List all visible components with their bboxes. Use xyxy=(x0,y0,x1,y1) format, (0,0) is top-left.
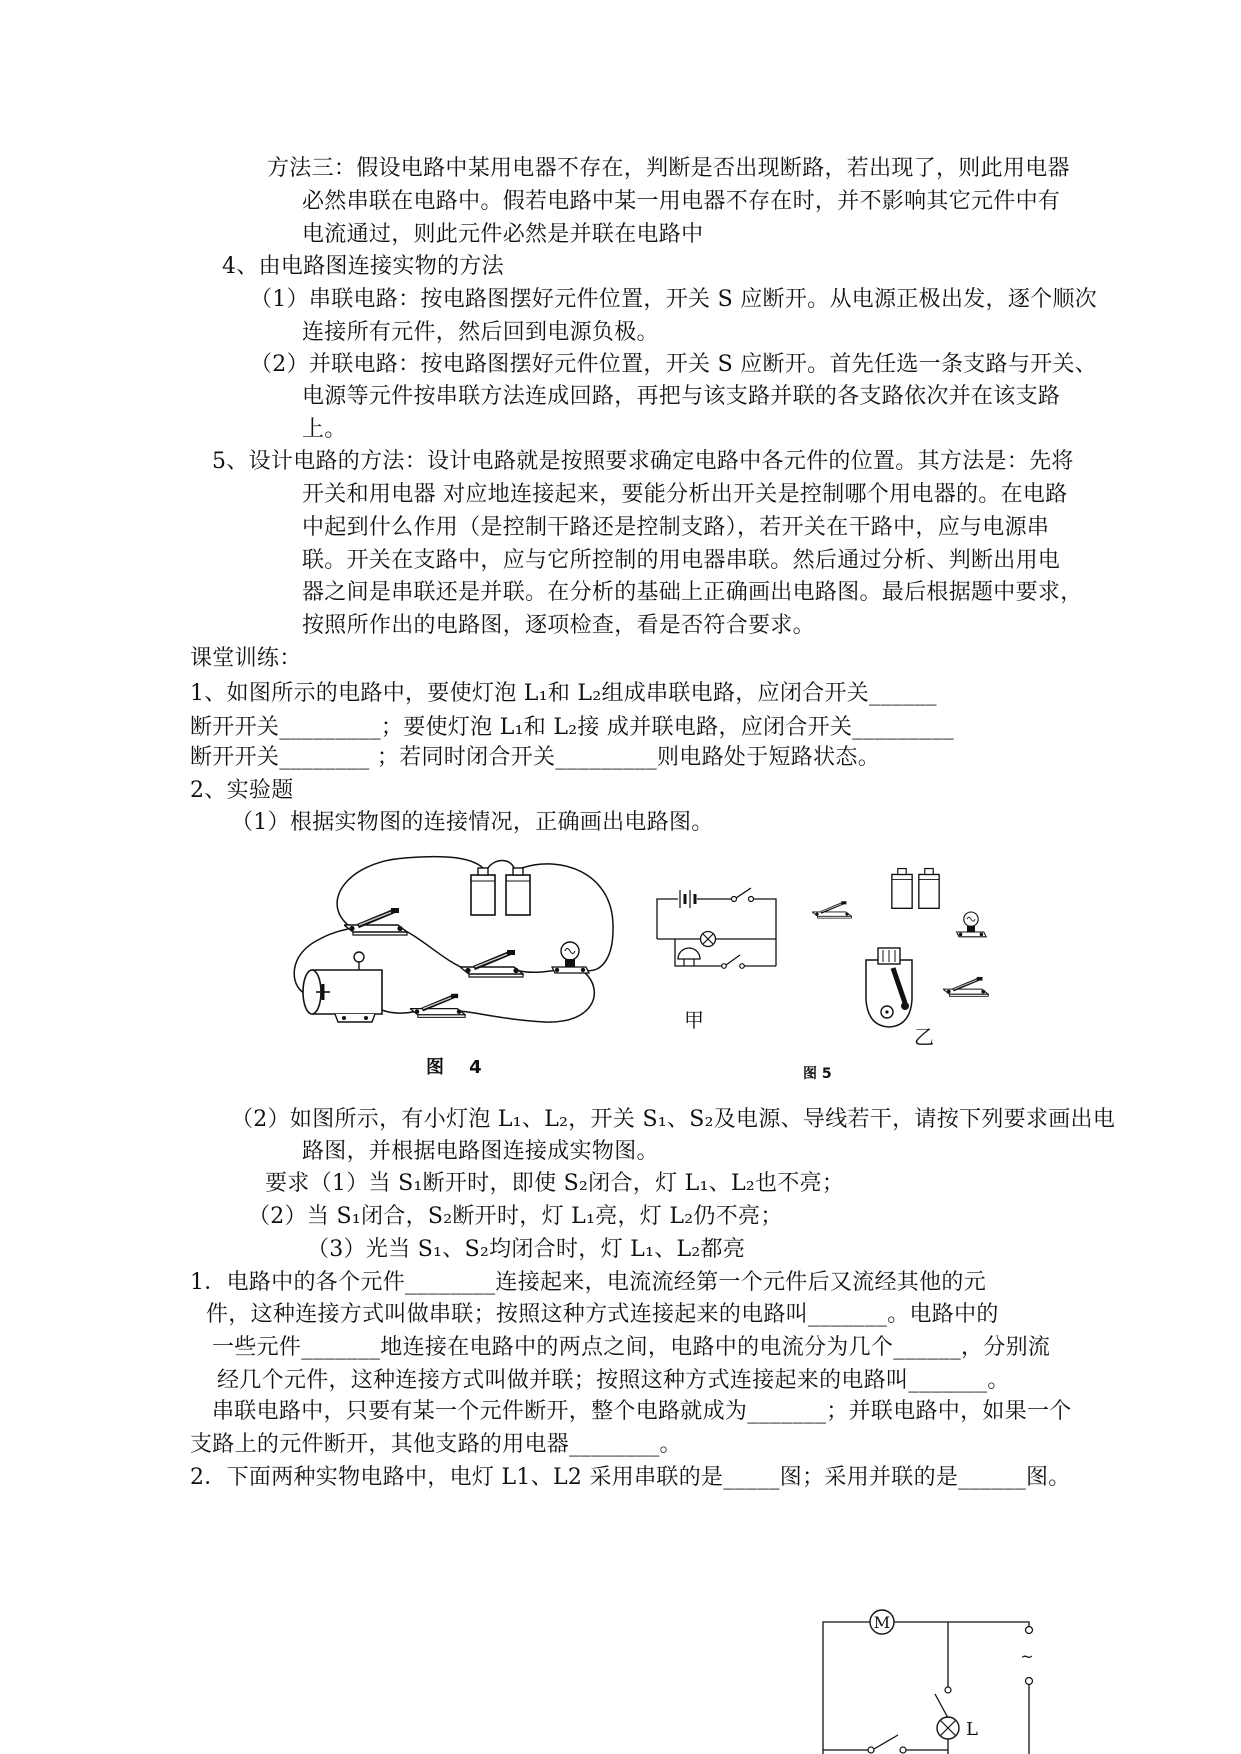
text-line-8: 电源等元件按串联方法连成回路，再把与该支路并联的各支路依次并在该支路 xyxy=(302,384,1061,409)
figure-4-physical-circuit xyxy=(280,845,630,1040)
switch-top-left xyxy=(344,908,407,935)
requirement-3: （3）光当 S₁、S₂均闭合时，灯 L₁、L₂都亮 xyxy=(307,1237,746,1262)
question-1-line-3: 断开开关________ ；若同时闭合开关_________则电路处于短路状态。 xyxy=(190,745,880,770)
lamp-symbol xyxy=(937,1717,978,1740)
text-line-9: 上。 xyxy=(302,417,347,442)
figure-5-label-jia: 甲 xyxy=(684,1008,704,1032)
question-1-line-2: 断开开关_________；要使灯泡 L₁和 L₂接 成并联电路，应闭合开关_________ xyxy=(190,715,954,740)
fill-in-1-line-1: 1．电路中的各个元件________连接起来，电流流经第一个元件后又流经其他的元 xyxy=(190,1270,986,1295)
battery-symbol xyxy=(680,890,695,908)
motor xyxy=(303,952,382,1022)
branch-switch-symbol xyxy=(722,955,745,968)
text-line-11: 开关和用电器 对应地连接起来，要能分析出开关是控制哪个用电器的。在电路 xyxy=(302,482,1068,507)
text-line-4: 4、由电路图连接实物的方法 xyxy=(222,254,504,279)
figure-5-yi-components xyxy=(805,860,1000,1035)
figure-5-caption: 图 5 xyxy=(803,1066,832,1082)
fill-in-1-line-5: 串联电路中，只要有某一个元件断开，整个电路就成为_______；并联电路中，如果一个 xyxy=(212,1399,1072,1424)
ac-source-terminals xyxy=(1020,1627,1033,1685)
fill-in-1-line-4: 经几个元件，这种连接方式叫做并联；按照这种方式连接起来的电路叫_______。 xyxy=(217,1368,1010,1393)
bottom-circuit-diagram xyxy=(810,1600,1040,1754)
text-line-15: 按照所作出的电路图，逐项检查，看是否符合要求。 xyxy=(302,613,815,638)
text-line-2: 必然串联在电路中。假若电路中某一用电器不存在时，并不影响其它元件中有 xyxy=(302,189,1061,214)
text-line-3: 电流通过，则此元件必然是并联在电路中 xyxy=(302,222,704,247)
text-line-13: 联。开关在支路中，应与它所控制的用电器串联。然后通过分析、判断出用电 xyxy=(302,548,1061,573)
question-2-part-1: （1）根据实物图的连接情况，正确画出电路图。 xyxy=(231,810,714,835)
question-1-line-1: 1、如图所示的电路中，要使灯泡 L₁和 L₂组成串联电路，应闭合开关______ xyxy=(190,681,937,706)
lamp xyxy=(957,912,987,937)
main-switch-symbol xyxy=(868,1735,906,1753)
switch-middle xyxy=(460,950,523,977)
lamp-symbol xyxy=(701,932,716,947)
ac-source-label: ~ xyxy=(1020,1647,1034,1666)
lamp xyxy=(552,942,589,973)
figure-4-caption: 图 4 xyxy=(426,1057,482,1078)
text-line-10: 5、设计电路的方法：设计电路就是按照要求确定电路中各元件的位置。其方法是：先将 xyxy=(212,449,1074,474)
switch-right xyxy=(943,977,988,996)
switch-left xyxy=(812,901,851,918)
figure-5-label-yi: 乙 xyxy=(914,1025,934,1049)
bell-symbol xyxy=(678,948,700,966)
text-line-7: （2）并联电路：按电路图摆好元件位置，开关 S 应断开。首先任选一条支路与开关、 xyxy=(250,352,1098,377)
question-2-part-2-line-1: （2）如图所示，有小灯泡 L₁、L₂，开关 S₁、S₂及电源、导线若干，请按下列要求画出电 xyxy=(231,1107,1116,1132)
switch-bottom xyxy=(410,994,465,1018)
battery-1 xyxy=(892,869,912,909)
fill-in-1-line-2: 件，这种连接方式叫做串联；按照这种方式连接起来的电路叫_______。电路中的 xyxy=(206,1302,999,1327)
requirement-2: （2）当 S₁闭合，S₂断开时，灯 L₁亮，灯 L₂仍不亮； xyxy=(248,1204,783,1229)
battery-2 xyxy=(919,869,939,909)
battery-2 xyxy=(506,868,530,915)
requirement-1: 要求（1）当 S₁断开时，即使 S₂闭合，灯 L₁、L₂也不亮； xyxy=(265,1171,845,1196)
motor-label: M xyxy=(873,1613,891,1632)
branch-switch-symbol xyxy=(935,1687,951,1718)
main-switch-symbol xyxy=(732,888,754,902)
text-line-14: 器之间是串联还是并联。在分析的基础上正确画出电路图。最后根据题中要求， xyxy=(302,580,1083,605)
main-loop-wires xyxy=(657,899,776,966)
battery-1 xyxy=(471,868,495,915)
text-line-1: 方法三：假设电路中某用电器不存在，判断是否出现断路，若出现了，则此用电器 xyxy=(267,156,1070,181)
section-heading-classroom-practice: 课堂训练： xyxy=(190,646,302,671)
fill-in-2: 2．下面两种实物电路中，电灯 L1、L2 采用串联的是_____图；采用并联的是______图。 xyxy=(190,1465,1071,1490)
lamp-label: L xyxy=(966,1719,978,1740)
figure-5-jia-schematic xyxy=(645,880,790,980)
text-line-6: 连接所有元件，然后回到电源负极。 xyxy=(302,320,659,345)
electric-bell xyxy=(866,948,912,1027)
question-2-part-2-line-2: 路图，并根据电路图连接成实物图。 xyxy=(302,1139,659,1164)
circuit-wires xyxy=(823,1622,1029,1754)
fill-in-1-line-3: 一些元件_______地连接在电路中的两点之间，电路中的电流分为几个______，分别流 xyxy=(212,1335,1051,1360)
motor-symbol xyxy=(870,1610,894,1634)
text-line-5: （1）串联电路：按电路图摆好元件位置，开关 S 应断开。从电源正极出发，逐个顺次 xyxy=(250,287,1098,312)
text-line-12: 中起到什么作用（是控制干路还是控制支路），若开关在干路中，应与电源串 xyxy=(302,515,1050,540)
question-2-heading: 2、实验题 xyxy=(190,778,294,803)
fill-in-1-line-6: 支路上的元件断开，其他支路的用电器________。 xyxy=(190,1432,682,1457)
